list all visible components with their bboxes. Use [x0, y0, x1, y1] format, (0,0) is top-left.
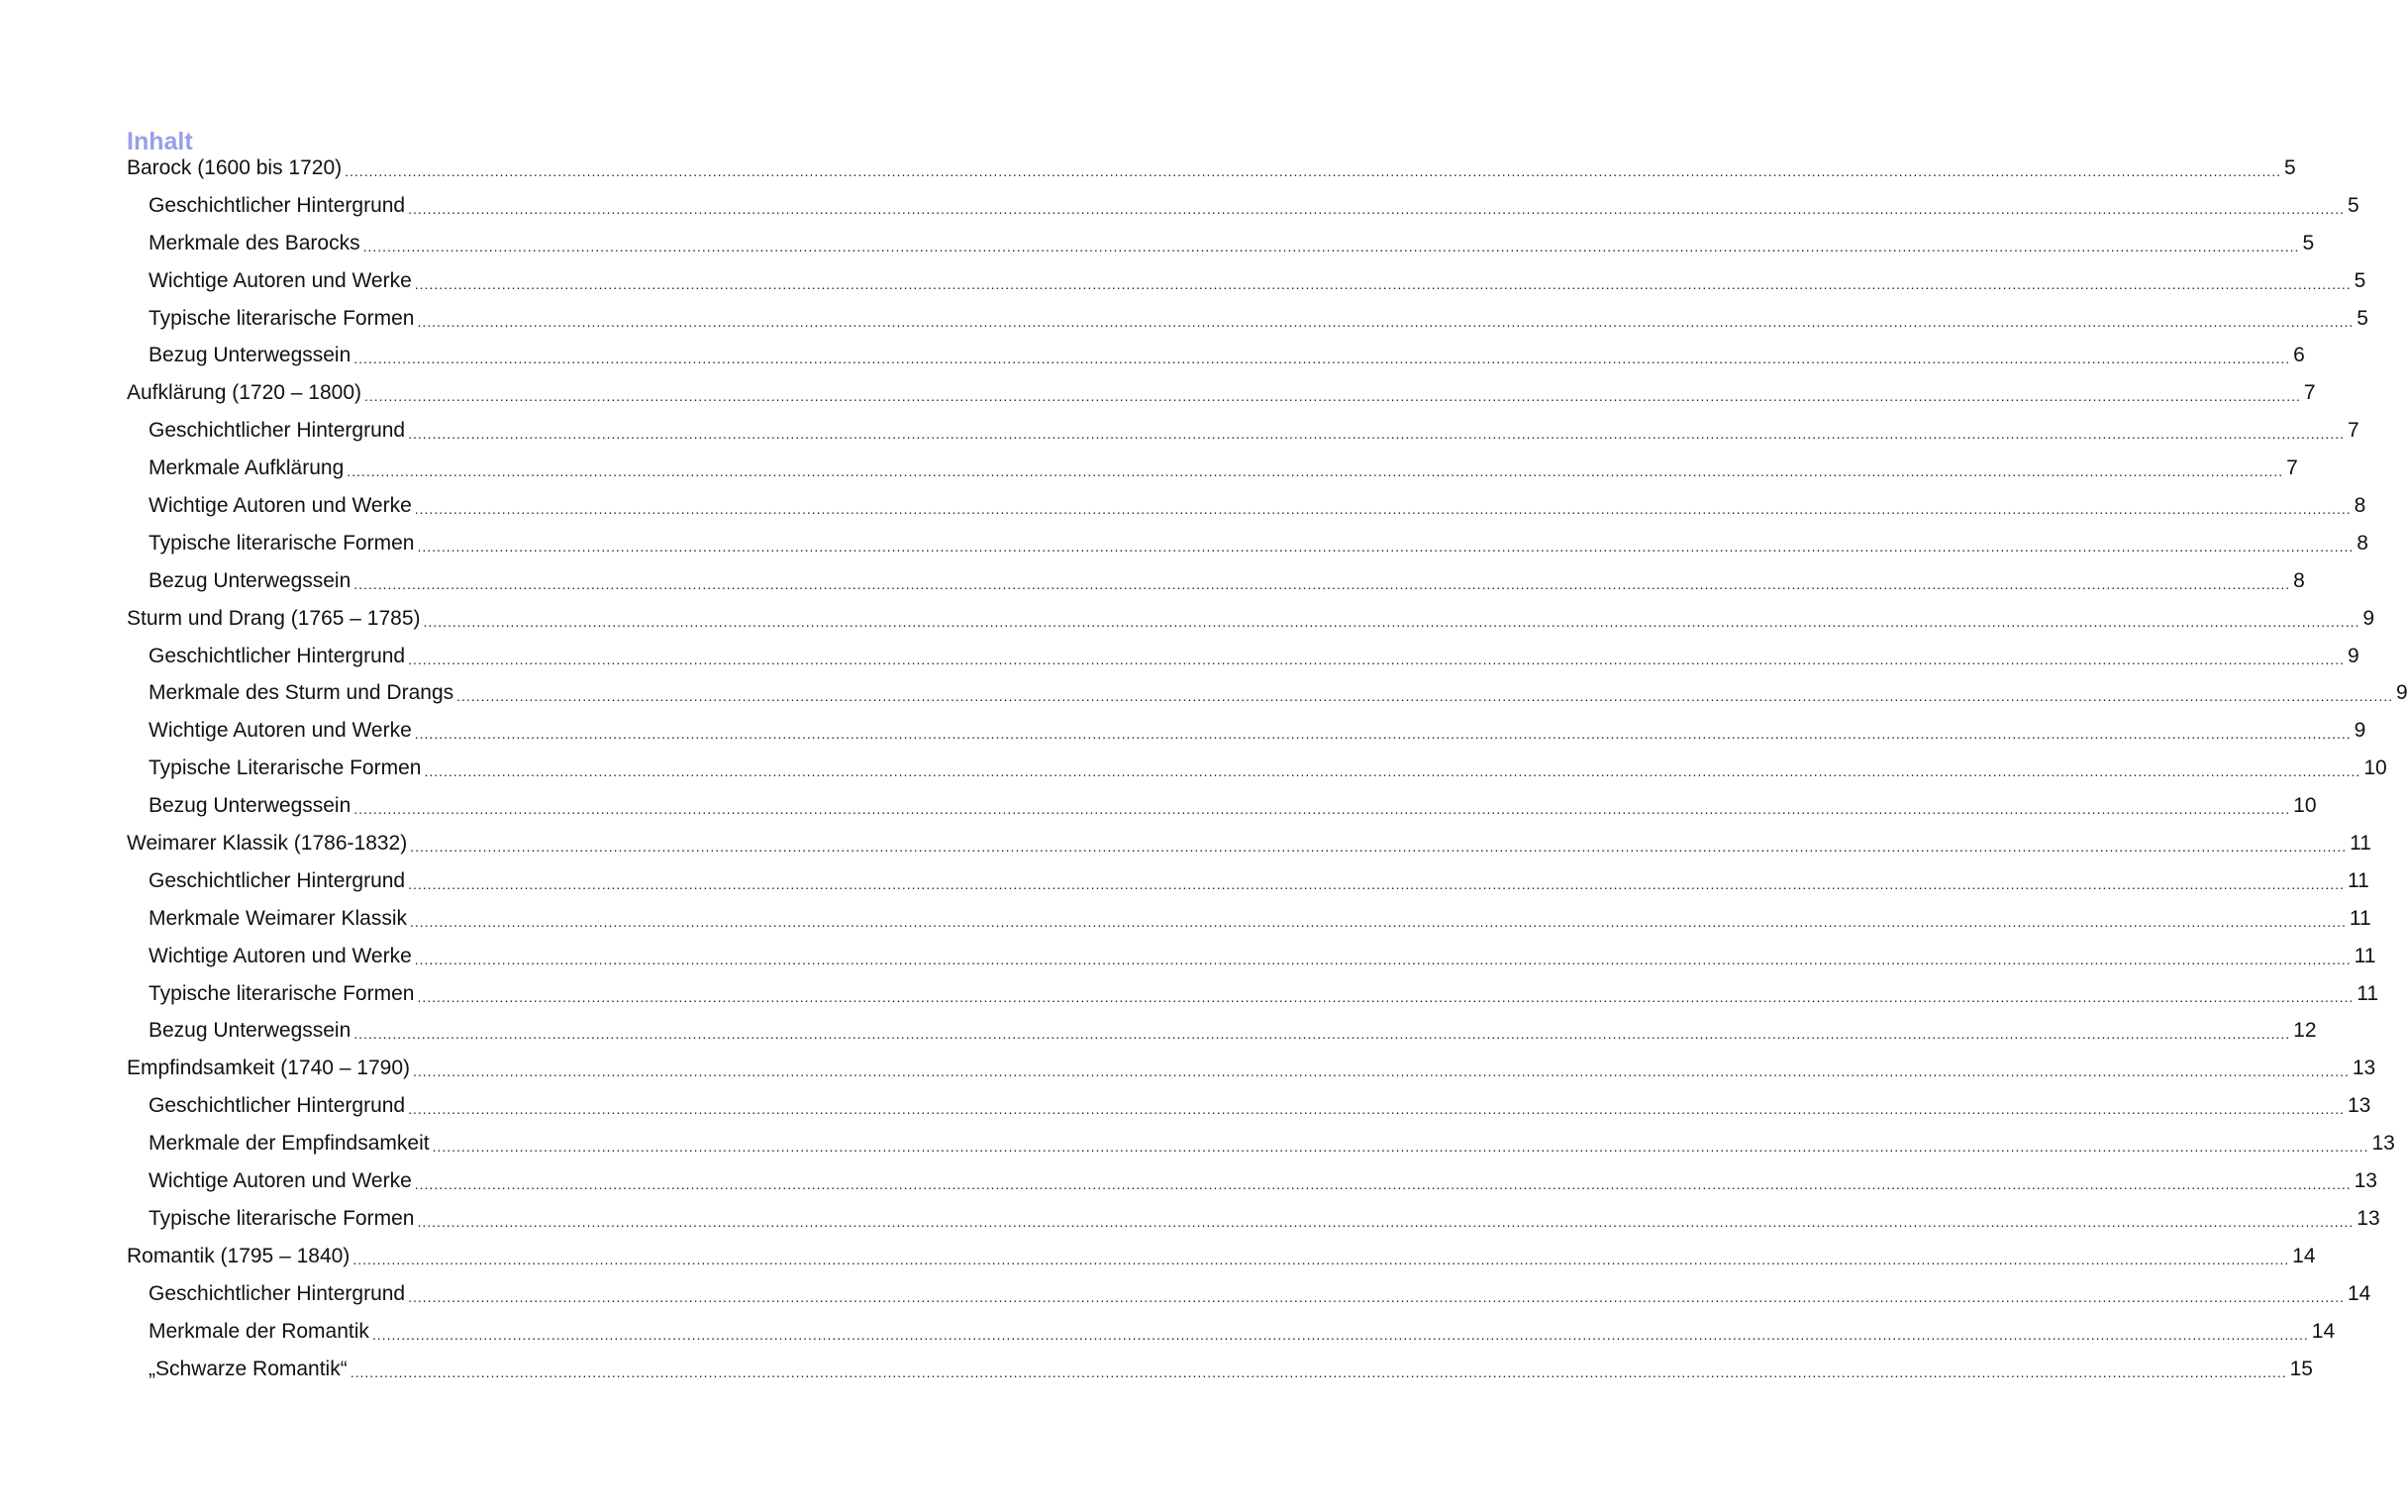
- table-of-contents: [127, 127, 2408, 1381]
- toc-page-number: 5: [2302, 231, 2315, 254]
- toc-dot-leader: ................................................................................................................................................................................................................................................................................................................................................................................................................: [408, 651, 2345, 667]
- toc-page-number: 5: [2284, 156, 2296, 179]
- toc-dot-leader: ................................................................................................................................................................................................................................................................................................................................................................................................................: [353, 575, 2291, 592]
- toc-page-number: 7: [2347, 419, 2359, 443]
- toc-page-number: 15: [2289, 1357, 2313, 1380]
- toc-dot-leader: ................................................................................................................................................................................................................................................................................................................................................................................................................: [414, 275, 2352, 292]
- toc-entry-label: Bezug Unterwegssein: [149, 1019, 351, 1043]
- toc-dot-leader: ................................................................................................................................................................................................................................................................................................................................................................................................................: [408, 875, 2345, 892]
- toc-section-entry[interactable]: [127, 518, 2368, 555]
- toc-entry-label: Geschichtlicher Hintergrund: [149, 644, 406, 667]
- toc-dot-leader: ................................................................................................................................................................................................................................................................................................................................................................................................................: [350, 1363, 2287, 1380]
- toc-page-number: 6: [2293, 344, 2305, 367]
- toc-chapter-entry[interactable]: [127, 156, 2296, 180]
- toc-dot-leader: ................................................................................................................................................................................................................................................................................................................................................................................................................: [414, 501, 2352, 518]
- toc-page-number: 11: [2349, 906, 2371, 930]
- toc-heading: Inhalt: [127, 128, 193, 155]
- toc-section-entry[interactable]: [127, 893, 2371, 931]
- toc-dot-leader: ................................................................................................................................................................................................................................................................................................................................................................................................................: [410, 839, 2348, 856]
- toc-dot-leader: ................................................................................................................................................................................................................................................................................................................................................................................................................: [371, 1326, 2309, 1343]
- toc-entry-label: Typische literarische Formen: [149, 531, 415, 554]
- toc-entry-label: Geschichtlicher Hintergrund: [149, 1281, 406, 1305]
- toc-entry-label: Wichtige Autoren und Werke: [149, 494, 412, 518]
- toc-page-number: 5: [2347, 193, 2359, 217]
- toc-entry-label: Merkmale Aufklärung: [149, 456, 345, 480]
- toc-section-entry[interactable]: [127, 1156, 2377, 1193]
- toc-entry-label: Merkmale des Barocks: [149, 231, 360, 254]
- toc-page-number: 10: [2293, 794, 2317, 818]
- toc-page-number: 14: [2347, 1281, 2371, 1305]
- toc-chapter-entry[interactable]: [127, 593, 2375, 631]
- toc-page-number: 12: [2293, 1019, 2317, 1043]
- toc-entry-label: Merkmale der Empfindsamkeit: [149, 1132, 430, 1156]
- toc-section-entry[interactable]: [127, 443, 2298, 480]
- toc-dot-leader: ................................................................................................................................................................................................................................................................................................................................................................................................................: [345, 163, 2281, 179]
- toc-entry-label: Empfindsamkeit (1740 – 1790): [127, 1057, 410, 1080]
- toc-entry-label: Merkmale des Sturm und Drangs: [149, 681, 454, 705]
- toc-section-entry[interactable]: [127, 180, 2359, 218]
- toc-section-entry[interactable]: [127, 931, 2376, 968]
- toc-dot-leader: ................................................................................................................................................................................................................................................................................................................................................................................................................: [353, 801, 2291, 818]
- toc-dot-leader: ................................................................................................................................................................................................................................................................................................................................................................................................................: [414, 726, 2352, 743]
- toc-entry-label: Wichtige Autoren und Werke: [149, 1169, 412, 1193]
- toc-entry-label: Aufklärung (1720 – 1800): [127, 381, 361, 405]
- toc-page-number: 9: [2354, 719, 2366, 743]
- toc-page-number: 13: [2354, 1169, 2377, 1193]
- toc-page-number: 8: [2354, 494, 2366, 518]
- toc-chapter-entry[interactable]: [127, 1231, 2316, 1268]
- toc-section-entry[interactable]: [127, 1006, 2317, 1044]
- toc-section-entry[interactable]: [127, 631, 2359, 668]
- toc-section-entry[interactable]: [127, 293, 2368, 331]
- toc-page-number: 5: [2357, 306, 2368, 330]
- toc-dot-leader: ................................................................................................................................................................................................................................................................................................................................................................................................................: [413, 1063, 2350, 1080]
- toc-page-number: 13: [2357, 1206, 2380, 1230]
- toc-entry-label: Geschichtlicher Hintergrund: [149, 1094, 406, 1118]
- toc-page-number: 10: [2363, 756, 2387, 780]
- toc-dot-leader: ................................................................................................................................................................................................................................................................................................................................................................................................................: [456, 688, 2393, 705]
- toc-dot-leader: ................................................................................................................................................................................................................................................................................................................................................................................................................: [417, 988, 2355, 1005]
- toc-dot-leader: ................................................................................................................................................................................................................................................................................................................................................................................................................: [423, 613, 2360, 630]
- toc-dot-leader: ................................................................................................................................................................................................................................................................................................................................................................................................................: [353, 1026, 2291, 1043]
- toc-page-number: 13: [2347, 1094, 2371, 1118]
- toc-dot-leader: ................................................................................................................................................................................................................................................................................................................................................................................................................: [353, 351, 2291, 367]
- toc-section-entry[interactable]: [127, 1306, 2336, 1344]
- toc-dot-leader: ................................................................................................................................................................................................................................................................................................................................................................................................................: [414, 1176, 2352, 1193]
- toc-section-entry[interactable]: [127, 480, 2366, 518]
- toc-entry-label: Bezug Unterwegssein: [149, 344, 351, 367]
- toc-entry-label: Wichtige Autoren und Werke: [149, 944, 412, 967]
- toc-page-number: 8: [2357, 531, 2368, 554]
- toc-page-number: 8: [2293, 568, 2305, 592]
- toc-section-entry[interactable]: [127, 1268, 2371, 1306]
- toc-entry-label: Barock (1600 bis 1720): [127, 156, 343, 179]
- toc-dot-leader: ................................................................................................................................................................................................................................................................................................................................................................................................................: [432, 1139, 2369, 1156]
- toc-dot-leader: ................................................................................................................................................................................................................................................................................................................................................................................................................: [424, 763, 2361, 780]
- toc-section-entry[interactable]: [127, 405, 2359, 443]
- toc-page-number: 5: [2354, 268, 2366, 292]
- toc-page-number: 9: [2395, 681, 2408, 705]
- toc-section-entry[interactable]: [127, 1080, 2371, 1118]
- toc-page-number: 9: [2362, 606, 2375, 630]
- toc-dot-leader: ................................................................................................................................................................................................................................................................................................................................................................................................................: [408, 200, 2345, 217]
- toc-section-entry[interactable]: [127, 1344, 2313, 1381]
- toc-dot-leader: ................................................................................................................................................................................................................................................................................................................................................................................................................: [417, 538, 2355, 554]
- toc-entry-label: Bezug Unterwegssein: [149, 568, 351, 592]
- toc-entry-label: Romantik (1795 – 1840): [127, 1244, 351, 1267]
- toc-section-entry[interactable]: [127, 856, 2369, 893]
- toc-dot-leader: ................................................................................................................................................................................................................................................................................................................................................................................................................: [408, 1288, 2345, 1305]
- toc-entry-label: Typische literarische Formen: [149, 306, 415, 330]
- toc-entry-label: Geschichtlicher Hintergrund: [149, 193, 406, 217]
- toc-dot-leader: ................................................................................................................................................................................................................................................................................................................................................................................................................: [362, 238, 2300, 254]
- toc-section-entry[interactable]: [127, 705, 2366, 743]
- toc-dot-leader: ................................................................................................................................................................................................................................................................................................................................................................................................................: [408, 1101, 2345, 1118]
- toc-page-number: 9: [2347, 644, 2359, 667]
- toc-entry-label: Weimarer Klassik (1786-1832): [127, 832, 408, 856]
- toc-page-number: 11: [2350, 832, 2371, 856]
- toc-section-entry[interactable]: [127, 331, 2305, 368]
- toc-section-entry[interactable]: [127, 1193, 2380, 1231]
- toc-section-entry[interactable]: [127, 668, 2408, 706]
- toc-dot-leader: ................................................................................................................................................................................................................................................................................................................................................................................................................: [417, 313, 2355, 330]
- toc-section-entry[interactable]: [127, 780, 2317, 818]
- toc-dot-leader: ................................................................................................................................................................................................................................................................................................................................................................................................................: [352, 1251, 2290, 1267]
- toc-entry-label: Wichtige Autoren und Werke: [149, 268, 412, 292]
- toc-dot-leader: ................................................................................................................................................................................................................................................................................................................................................................................................................: [408, 426, 2345, 443]
- toc-section-entry[interactable]: [127, 255, 2366, 293]
- toc-section-entry[interactable]: [127, 218, 2315, 255]
- toc-page-number: 11: [2347, 868, 2369, 892]
- toc-entry-label: Typische Literarische Formen: [149, 756, 422, 780]
- toc-page-number: 13: [2371, 1132, 2395, 1156]
- toc-list: [127, 156, 2408, 1381]
- toc-page-number: 7: [2286, 456, 2298, 480]
- toc-dot-leader: ................................................................................................................................................................................................................................................................................................................................................................................................................: [414, 951, 2352, 967]
- toc-page-number: 13: [2352, 1057, 2376, 1080]
- toc-entry-label: Typische literarische Formen: [149, 981, 415, 1005]
- toc-entry-label: Geschichtlicher Hintergrund: [149, 419, 406, 443]
- toc-section-entry[interactable]: [127, 743, 2387, 780]
- toc-entry-label: Geschichtlicher Hintergrund: [149, 868, 406, 892]
- toc-section-entry[interactable]: [127, 968, 2379, 1006]
- toc-page-number: 11: [2354, 944, 2376, 967]
- toc-chapter-entry[interactable]: [127, 818, 2371, 856]
- toc-chapter-entry[interactable]: [127, 367, 2316, 405]
- toc-entry-label: Typische literarische Formen: [149, 1206, 415, 1230]
- toc-chapter-entry[interactable]: [127, 1043, 2376, 1080]
- toc-page-number: 7: [2303, 381, 2316, 405]
- toc-entry-label: Bezug Unterwegssein: [149, 794, 351, 818]
- toc-entry-label: Sturm und Drang (1765 – 1785): [127, 606, 421, 630]
- toc-page-number: 11: [2357, 981, 2379, 1005]
- toc-dot-leader: ................................................................................................................................................................................................................................................................................................................................................................................................................: [364, 388, 2301, 405]
- toc-dot-leader: ................................................................................................................................................................................................................................................................................................................................................................................................................: [417, 1213, 2355, 1230]
- toc-section-entry[interactable]: [127, 555, 2305, 593]
- toc-page-number: 14: [2292, 1244, 2316, 1267]
- toc-dot-leader: ................................................................................................................................................................................................................................................................................................................................................................................................................: [410, 913, 2347, 930]
- toc-section-entry[interactable]: [127, 1118, 2395, 1156]
- toc-entry-label: „Schwarze Romantik“: [149, 1357, 348, 1380]
- toc-dot-leader: ................................................................................................................................................................................................................................................................................................................................................................................................................: [347, 463, 2284, 480]
- toc-entry-label: Wichtige Autoren und Werke: [149, 719, 412, 743]
- toc-entry-label: Merkmale Weimarer Klassik: [149, 906, 407, 930]
- toc-page-number: 14: [2311, 1319, 2336, 1343]
- toc-entry-label: Merkmale der Romantik: [149, 1319, 369, 1343]
